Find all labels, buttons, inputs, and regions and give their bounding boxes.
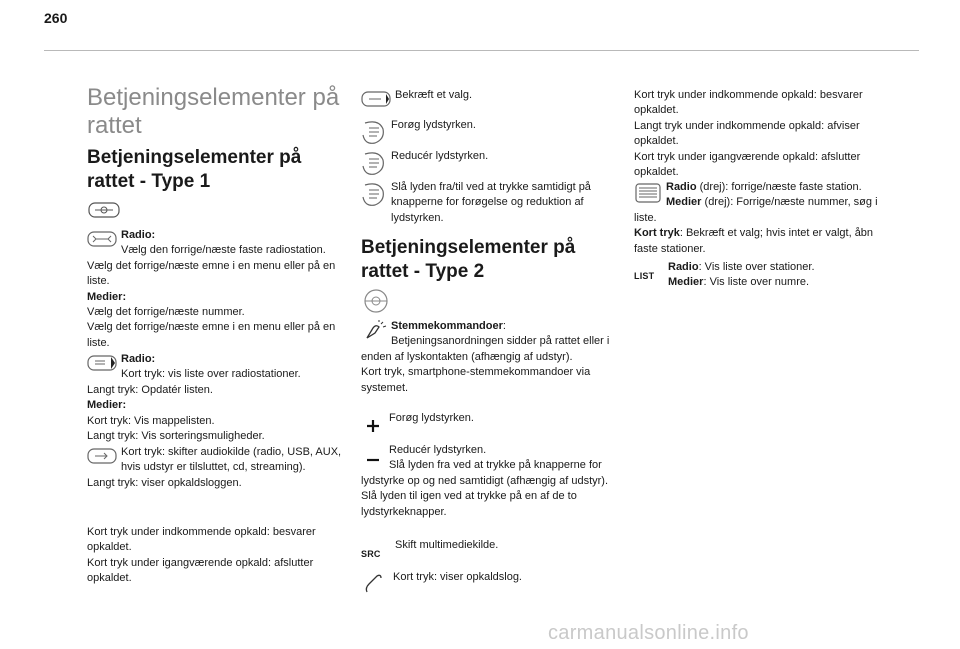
media2-line2: Langt tryk: Vis sorteringsmuligheder. [87,430,265,443]
rotary-press-text: : Bekræft et valg; hvis intet er valgt, åbn faste stationer. [634,227,874,255]
section-title-type2: Betjeningselementer på rattet - Type 2 [361,237,576,282]
volume-up-control-icon [361,119,387,150]
radio2-line1: Kort tryk: vis liste over radiostationer. [121,368,301,381]
rotary-media-label: Medier [666,196,702,209]
radio-control-icon [87,229,117,254]
media1-label: Medier: [87,290,127,303]
header-rule [44,50,919,51]
media1-line1: Vælg det forrige/næste nummer. [87,306,245,319]
vol-down-row [361,149,623,181]
radio-block-2 [87,352,357,444]
rotary-radio-text: (drej): forrige/næste faste station. [696,181,862,193]
page-title: Betjeningselementer på rattet [87,84,340,139]
mute-control-icon [361,181,387,212]
source-block [87,445,357,491]
call2-line3: Kort tryk under igangværende opkald: afslutter opkaldet. [634,150,861,179]
phone-icon [361,574,389,599]
page-number: 260 [44,10,68,26]
plus-text: Forøg lydstyrken. [389,412,474,424]
voice-colon: : [502,320,506,332]
media2-label: Medier: [87,399,127,412]
radio1-text: Vælg det forrige/næste emne i en menu eller på en liste. [87,259,336,288]
radio2-label: Radio: [121,353,156,365]
steering-controls-type1-icon [87,200,121,220]
radio1-line: Vælg den forrige/næste faste radiostation. [121,244,326,257]
phone-text: Kort tryk: viser opkaldslog. [393,571,522,583]
minus-line2: Slå lyden fra ved at trykke på knapperne for lydstyrke op og ned samtidigt (afhængig af udstyr). [361,459,609,487]
list-radio-text: : Vis liste over stationer. [698,261,815,273]
minus-block [361,443,623,520]
call2-line1: Kort tryk under indkommende opkald: besvarer opkaldet. [634,89,863,117]
rotary-media-text: (drej): Forrige/næste nummer, søg i liste. [634,196,878,224]
minus-line3: Slå lyden til igen ved at trykke på en af de to lydstyrkeknapper. [361,490,577,518]
confirm-control-icon [361,89,391,114]
voice-command-icon [361,320,387,349]
call-block-2 [634,88,896,180]
list-control-icon [87,353,117,378]
call-block-1 [87,525,357,587]
rotary-wheel-icon [634,182,662,209]
source-text: Kort tryk: skifter audiokilde (radio, USB, AUX, hvis udstyr er tilsluttet, cd, streaming). [121,446,342,474]
call1-line2: Kort tryk under igangværende opkald: afslutter opkaldet. [87,556,314,585]
media1-line2: Vælg det forrige/næste emne i en menu eller på en liste. [87,321,336,349]
src-icon: SRC [361,549,381,559]
voice-line2: Kort tryk, smartphone-stemmekommandoer via systemet. [361,366,591,394]
confirm-row [361,88,623,114]
list-media-label: Medier [668,276,704,289]
phone-row [361,570,623,599]
src-text: Skift multimediekilde. [395,539,499,551]
mute-text: Slå lyden fra/til ved at trykke samtidigt på knapperne for forøgelse og reduktion af lydstyrken. [391,181,591,224]
vol-up-row [361,118,623,150]
call2-line2: Langt tryk under indkommende opkald: afviser opkaldet. [634,119,860,148]
volume-down-control-icon [361,150,387,181]
radio-block-1 [87,228,357,351]
minus-text: Reducér lydstyrken. [389,444,487,456]
minus-icon [361,453,385,472]
vol-down-text: Reducér lydstyrken. [391,150,489,162]
call1-line1: Kort tryk under indkommende opkald: besvarer opkaldet. [87,526,316,554]
confirm-text: Bekræft et valg. [395,89,473,101]
vol-up-text: Forøg lydstyrken. [391,119,476,131]
rotary-radio-label: Radio [666,181,697,193]
section-title-type1: Betjeningselementer på rattet - Type 1 [87,147,302,192]
source-long-text: Langt tryk: viser opkaldsloggen. [87,476,242,489]
voice-block [361,319,623,396]
list-icon: LIST [634,271,655,281]
watermark: carmanualsonline.info [548,622,749,644]
rotary-block [634,180,896,257]
rotary-press-label: Kort tryk [634,227,680,240]
list-media-text: : Vis liste over numre. [703,276,810,289]
radio1-label: Radio: [121,229,156,241]
list-radio-label: Radio [668,261,699,273]
voice-text: Betjeningsanordningen sidder på rattet eller i enden af lyskontakten (afhængig af udstyr). [361,335,610,363]
steering-controls-type2-icon [361,288,391,314]
source-control-icon [87,446,117,471]
plus-row [361,411,623,438]
list-block [634,260,896,291]
src-row [361,538,623,562]
voice-label: Stemmekommandoer [391,320,503,332]
radio2-line2: Langt tryk: Opdatér listen. [87,383,213,396]
plus-icon [361,419,385,438]
media2-line1: Kort tryk: Vis mappelisten. [87,414,215,427]
mute-row [361,180,623,226]
